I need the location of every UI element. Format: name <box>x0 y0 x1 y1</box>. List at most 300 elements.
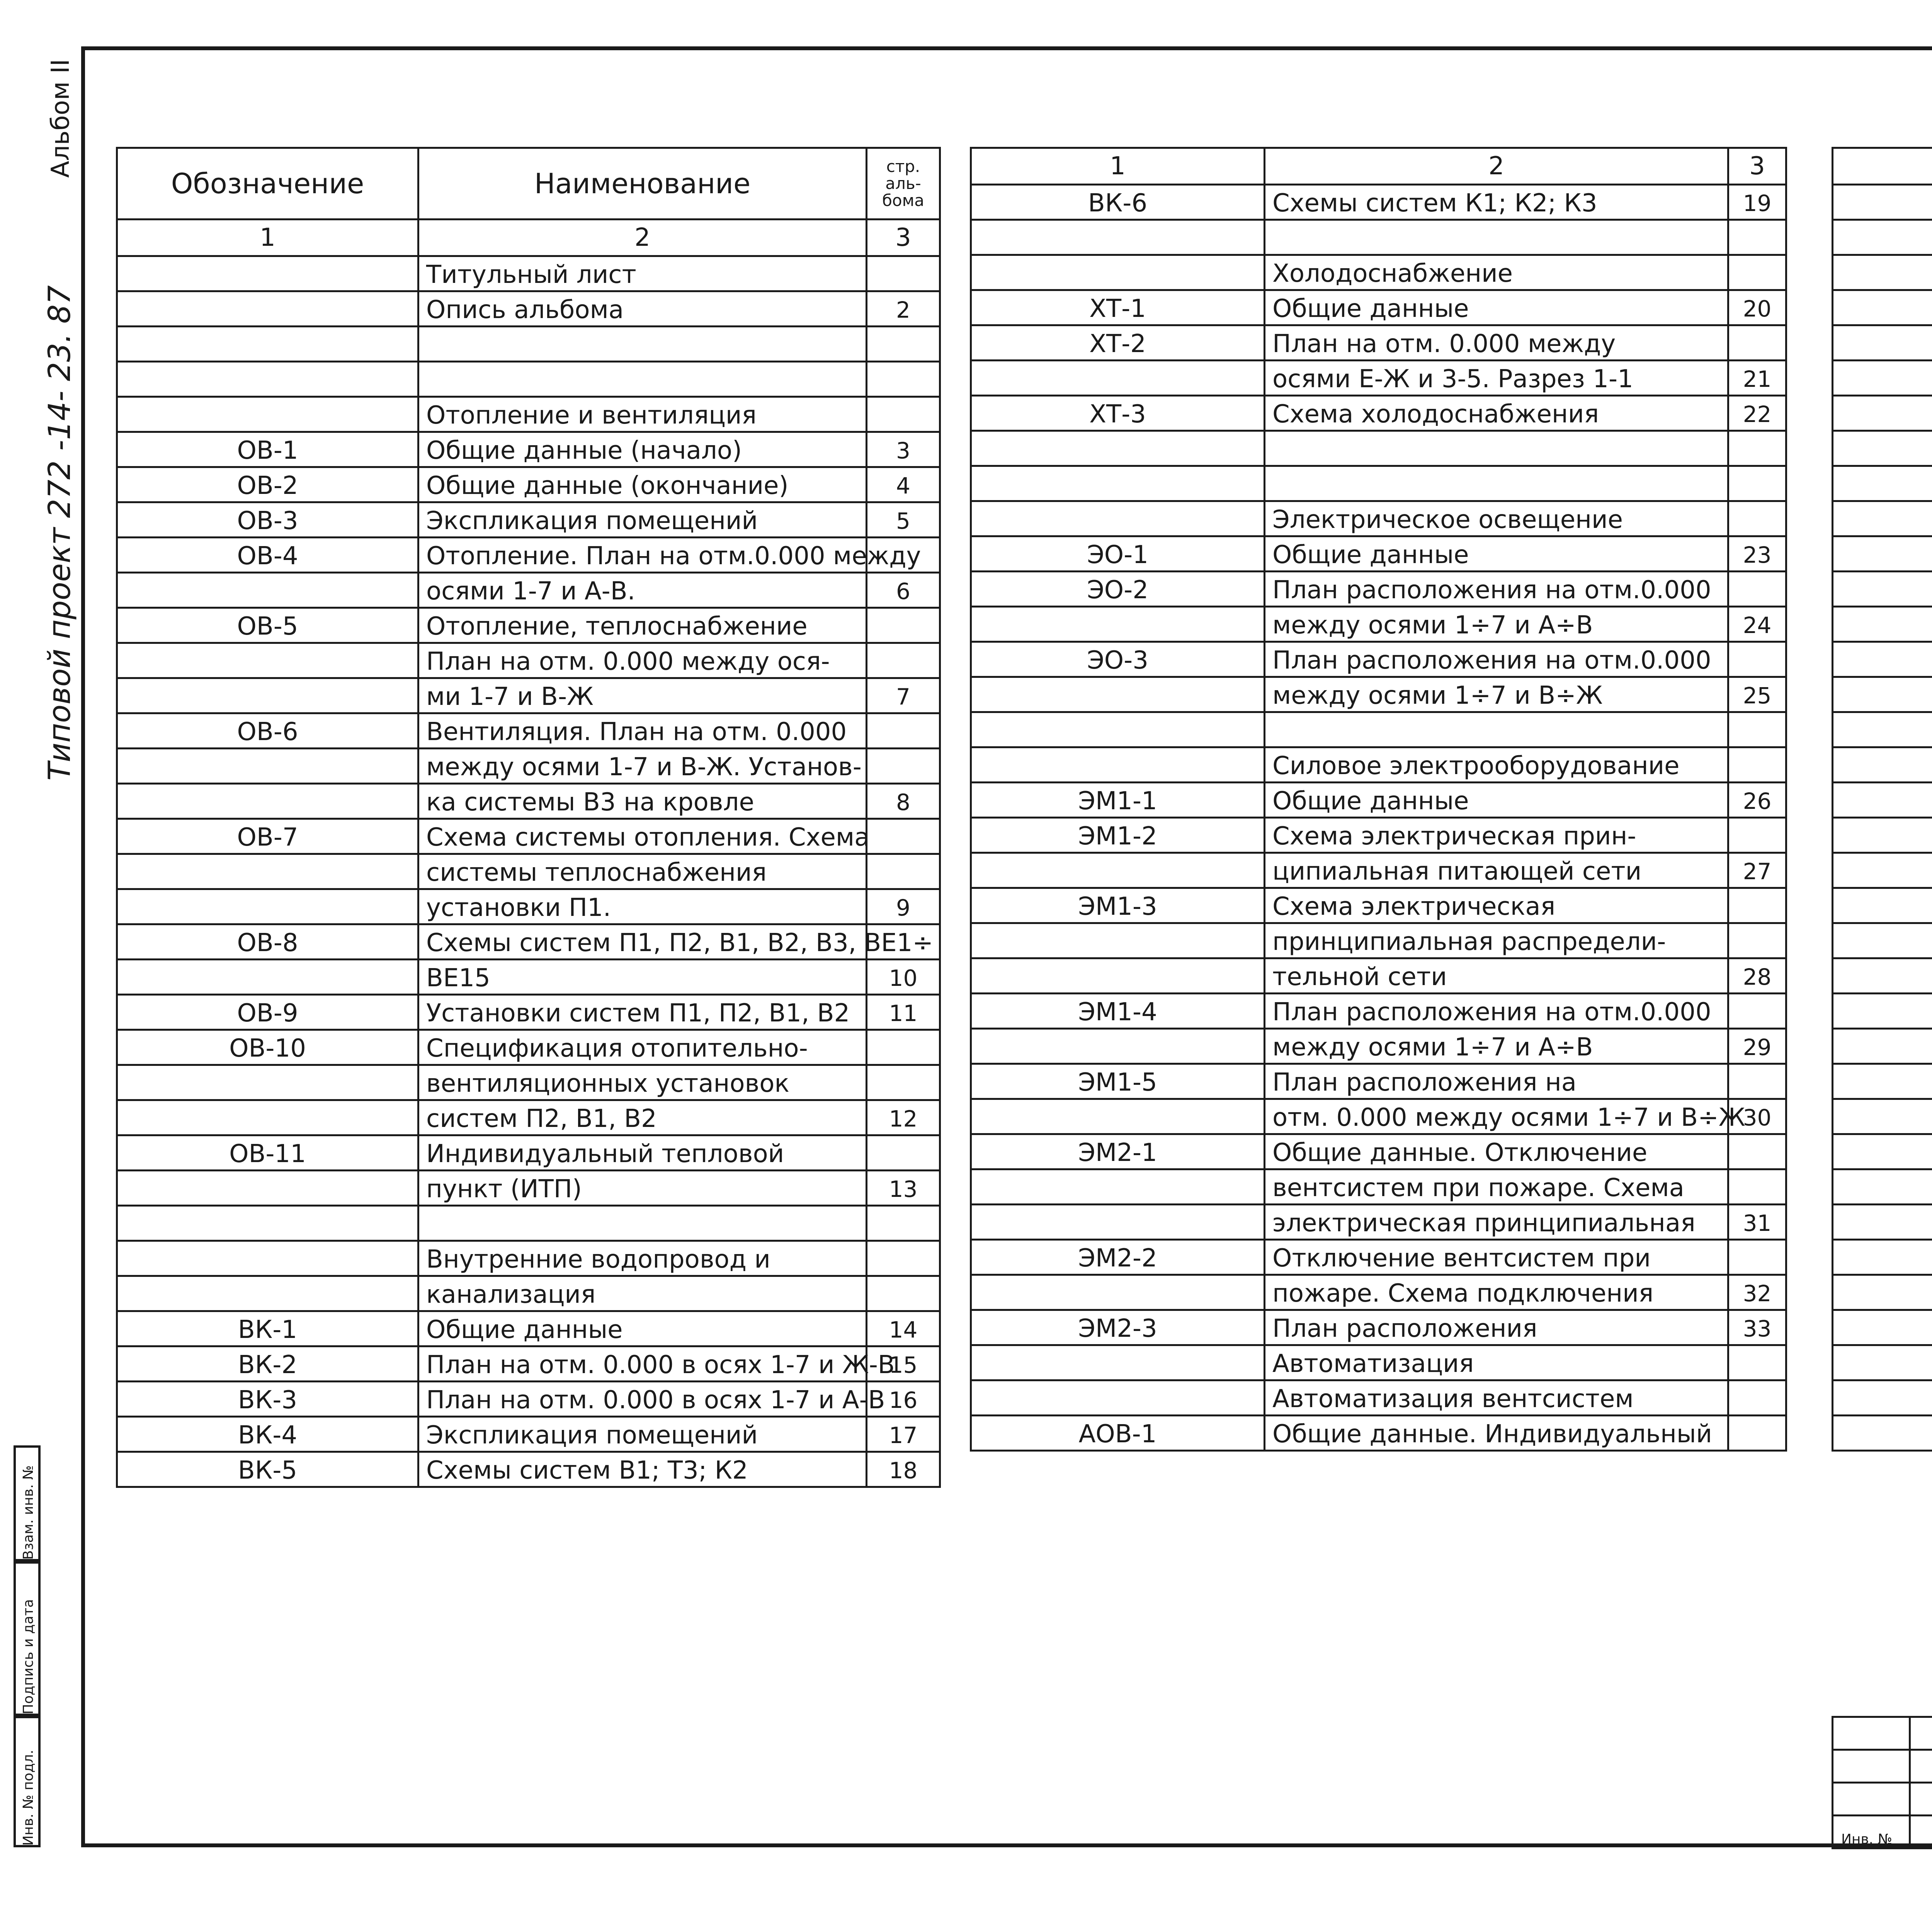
designation-cell <box>117 854 418 889</box>
table-row <box>1833 888 1932 923</box>
page-cell: 5 <box>867 502 940 538</box>
col-number: 2 <box>418 220 867 256</box>
designation-cell <box>1833 501 1932 536</box>
table-row <box>117 1206 940 1241</box>
designation-cell: ОВ-6 <box>117 713 418 749</box>
designation-cell <box>971 677 1265 712</box>
designation-cell <box>117 1065 418 1100</box>
col-number: 1 <box>971 148 1265 185</box>
table-row <box>1833 712 1932 747</box>
page-cell: 10 <box>867 960 940 995</box>
designation-cell <box>971 466 1265 501</box>
name-cell: вентиляционных установок <box>418 1065 867 1100</box>
designation-cell: ВК-1 <box>117 1311 418 1346</box>
name-cell <box>418 1206 867 1241</box>
designation-cell <box>1833 994 1932 1029</box>
designation-cell <box>971 431 1265 466</box>
header-designation: Обозначение <box>117 148 418 220</box>
page-cell: 4 <box>867 467 940 502</box>
table-row <box>1833 747 1932 783</box>
table-row <box>971 1099 1786 1134</box>
name-cell: Схема системы отопления. Схема <box>418 819 867 854</box>
designation-cell <box>1833 1064 1932 1099</box>
table-row <box>117 1311 940 1346</box>
table-row <box>1833 290 1932 325</box>
page-cell <box>1728 1134 1786 1169</box>
name-cell: План расположения на <box>1265 1064 1728 1099</box>
register-table-3 <box>1832 147 1932 1452</box>
designation-cell: ЭО-2 <box>971 572 1265 607</box>
table-row <box>1833 255 1932 290</box>
name-cell: Установки систем П1, П2, В1, В2 <box>418 995 867 1030</box>
designation-cell <box>117 1241 418 1276</box>
header-name: Наименование <box>418 148 867 220</box>
page-cell: 24 <box>1728 607 1786 642</box>
designation-cell <box>1833 572 1932 607</box>
page-cell: 14 <box>867 1311 940 1346</box>
designation-cell <box>117 1276 418 1311</box>
table-row <box>971 220 1786 255</box>
table-row <box>117 362 940 397</box>
designation-cell <box>1833 185 1932 220</box>
designation-cell <box>1833 818 1932 853</box>
page-cell: 8 <box>867 784 940 819</box>
name-cell: осями Е-Ж и 3-5. Разрез 1-1 <box>1265 361 1728 396</box>
page-cell <box>1728 1345 1786 1380</box>
page-cell <box>867 1241 940 1276</box>
table-row <box>1833 1275 1932 1310</box>
name-cell <box>1265 712 1728 747</box>
table-row <box>971 431 1786 466</box>
designation-cell <box>1833 1205 1932 1240</box>
table-row <box>971 185 1786 220</box>
designation-cell <box>1833 431 1932 466</box>
table-row <box>1833 1169 1932 1205</box>
designation-cell: ЭМ1-5 <box>971 1064 1265 1099</box>
page-cell <box>1728 220 1786 255</box>
page-cell: 30 <box>1728 1099 1786 1134</box>
table-row <box>1833 607 1932 642</box>
name-cell: принципиальная распредели- <box>1265 923 1728 958</box>
name-cell: Схемы систем К1; К2; К3 <box>1265 185 1728 220</box>
col-number: 1 <box>117 220 418 256</box>
name-cell: Внутренние водопровод и <box>418 1241 867 1276</box>
page-cell <box>867 1065 940 1100</box>
designation-cell <box>1833 677 1932 712</box>
page-cell <box>867 327 940 362</box>
page-cell <box>867 362 940 397</box>
header-page: стр. аль- бома <box>867 148 940 220</box>
table-row <box>971 853 1786 888</box>
designation-cell: ВК-5 <box>117 1452 418 1487</box>
designation-cell: ЭО-3 <box>971 642 1265 677</box>
name-cell: Опись альбома <box>418 291 867 327</box>
name-cell: Индивидуальный тепловой <box>418 1135 867 1171</box>
designation-cell: ОВ-1 <box>117 432 418 467</box>
name-cell: установки П1. <box>418 889 867 924</box>
table-row <box>117 854 940 889</box>
designation-cell <box>1833 290 1932 325</box>
page-cell <box>867 1276 940 1311</box>
page-cell: 13 <box>867 1171 940 1206</box>
table-row <box>971 361 1786 396</box>
page-cell <box>867 643 940 678</box>
table-row <box>971 1380 1786 1416</box>
page-cell <box>867 819 940 854</box>
designation-cell <box>1833 1310 1932 1345</box>
table-row <box>1833 853 1932 888</box>
album-label: Альбом II <box>46 59 75 178</box>
name-cell: между осями 1÷7 и А÷В <box>1265 1029 1728 1064</box>
designation-cell <box>971 747 1265 783</box>
name-cell: План на отм. 0.000 в осях 1-7 и Ж-В <box>418 1346 867 1382</box>
table-row <box>971 290 1786 325</box>
designation-cell: ОВ-2 <box>117 467 418 502</box>
name-cell: ка системы В3 на кровле <box>418 784 867 819</box>
table-row <box>1833 1064 1932 1099</box>
designation-cell <box>1833 325 1932 361</box>
title-block <box>1832 1716 1932 1849</box>
table-row <box>1833 396 1932 431</box>
page-cell <box>1728 255 1786 290</box>
name-cell: Общие данные (начало) <box>418 432 867 467</box>
page-cell: 27 <box>1728 853 1786 888</box>
page-cell: 2 <box>867 291 940 327</box>
name-cell: Вентиляция. План на отм. 0.000 <box>418 713 867 749</box>
name-cell: Автоматизация вентсистем <box>1265 1380 1728 1416</box>
designation-cell: ЭМ1-1 <box>971 783 1265 818</box>
page-cell <box>867 713 940 749</box>
table-row <box>117 749 940 784</box>
name-cell: ципиальная питающей сети <box>1265 853 1728 888</box>
designation-cell <box>1833 747 1932 783</box>
table-row <box>971 1064 1786 1099</box>
table-row <box>971 958 1786 994</box>
register-table-2 <box>970 147 1787 1452</box>
designation-cell <box>971 1029 1265 1064</box>
col-number: 3 <box>867 220 940 256</box>
page-cell <box>867 256 940 291</box>
designation-cell <box>1833 1240 1932 1275</box>
name-cell: Отопление и вентиляция <box>418 397 867 432</box>
name-cell: между осями 1÷7 и А÷В <box>1265 607 1728 642</box>
designation-cell <box>1833 1275 1932 1310</box>
designation-cell <box>971 607 1265 642</box>
table-row <box>971 818 1786 853</box>
table-row <box>117 467 940 502</box>
name-cell <box>418 362 867 397</box>
page-cell <box>1728 642 1786 677</box>
table-row <box>117 819 940 854</box>
table-row <box>1833 185 1932 220</box>
page-cell: 7 <box>867 678 940 713</box>
page-cell: 15 <box>867 1346 940 1382</box>
page-cell: 20 <box>1728 290 1786 325</box>
table-row <box>117 291 940 327</box>
designation-cell: ЭМ1-2 <box>971 818 1265 853</box>
designation-cell: ВК-2 <box>117 1346 418 1382</box>
table-row <box>1833 1134 1932 1169</box>
designation-cell <box>1833 1099 1932 1134</box>
table-row <box>971 1275 1786 1310</box>
page-cell: 16 <box>867 1382 940 1417</box>
table-row <box>971 1240 1786 1275</box>
page-cell <box>1728 1169 1786 1205</box>
page-cell <box>867 397 940 432</box>
table-row <box>1833 818 1932 853</box>
table-row <box>971 783 1786 818</box>
page-cell: 12 <box>867 1100 940 1135</box>
name-cell: систем П2, В1, В2 <box>418 1100 867 1135</box>
name-cell: Отключение вентсистем при <box>1265 1240 1728 1275</box>
page-cell: 22 <box>1728 396 1786 431</box>
designation-cell <box>1833 536 1932 572</box>
name-cell: Общие данные. Индивидуальный <box>1265 1416 1728 1451</box>
page-cell <box>1728 747 1786 783</box>
designation-cell <box>971 1169 1265 1205</box>
designation-cell: ОВ-4 <box>117 538 418 573</box>
table-row <box>1833 923 1932 958</box>
page-cell <box>867 1135 940 1171</box>
table-row <box>117 538 940 573</box>
column-number-row <box>117 220 940 256</box>
table-row <box>971 1134 1786 1169</box>
designation-cell <box>971 1099 1265 1134</box>
designation-cell <box>1833 853 1932 888</box>
designation-cell <box>1833 783 1932 818</box>
table-row <box>971 501 1786 536</box>
designation-cell <box>117 291 418 327</box>
table-row <box>971 888 1786 923</box>
table-row <box>117 1382 940 1417</box>
table-row <box>1833 1310 1932 1345</box>
page-cell <box>1728 501 1786 536</box>
page-cell: 3 <box>867 432 940 467</box>
page-cell: 21 <box>1728 361 1786 396</box>
table-row <box>117 784 940 819</box>
table-row <box>971 1345 1786 1380</box>
designation-cell: ХТ-1 <box>971 290 1265 325</box>
name-cell: Отопление, теплоснабжение <box>418 608 867 643</box>
name-cell: Общие данные (окончание) <box>418 467 867 502</box>
name-cell: Схемы систем В1; Т3; К2 <box>418 1452 867 1487</box>
table-row <box>1833 677 1932 712</box>
designation-cell <box>117 784 418 819</box>
table-row <box>1833 1205 1932 1240</box>
name-cell: План расположения на отм.0.000 <box>1265 572 1728 607</box>
designation-cell <box>971 1275 1265 1310</box>
designation-cell <box>971 361 1265 396</box>
table-row <box>1833 783 1932 818</box>
table-header-row <box>117 148 940 220</box>
table-row <box>117 995 940 1030</box>
page-cell <box>1728 1064 1786 1099</box>
stamp-sign-label: Подпись и дата <box>20 1599 36 1714</box>
name-cell: Схема электрическая <box>1265 888 1728 923</box>
name-cell: пункт (ИТП) <box>418 1171 867 1206</box>
table-row <box>117 327 940 362</box>
table-row <box>1833 1416 1932 1451</box>
name-cell: электрическая принципиальная <box>1265 1205 1728 1240</box>
table-row <box>971 1310 1786 1345</box>
table-row <box>971 1205 1786 1240</box>
designation-cell: ОВ-11 <box>117 1135 418 1171</box>
designation-cell: ЭМ2-2 <box>971 1240 1265 1275</box>
designation-cell: ОВ-8 <box>117 924 418 960</box>
designation-cell <box>1833 255 1932 290</box>
designation-cell: ЭО-1 <box>971 536 1265 572</box>
name-cell <box>1265 220 1728 255</box>
designation-cell: ОВ-10 <box>117 1030 418 1065</box>
page-cell <box>1728 712 1786 747</box>
table-row <box>1833 958 1932 994</box>
designation-cell <box>117 889 418 924</box>
stamp-replace-box <box>14 1445 41 1561</box>
table-row <box>971 642 1786 677</box>
name-cell: Силовое электрооборудование <box>1265 747 1728 783</box>
name-cell: План на отм. 0.000 в осях 1-7 и А-В <box>418 1382 867 1417</box>
page-cell: 28 <box>1728 958 1786 994</box>
page-cell <box>1728 1416 1786 1451</box>
designation-cell: ВК-3 <box>117 1382 418 1417</box>
page-cell <box>1728 431 1786 466</box>
table-row <box>117 678 940 713</box>
page-cell: 33 <box>1728 1310 1786 1345</box>
page-cell <box>867 854 940 889</box>
page-cell <box>1728 818 1786 853</box>
table-row <box>971 712 1786 747</box>
designation-cell <box>1833 220 1932 255</box>
name-cell: Автоматизация <box>1265 1345 1728 1380</box>
name-cell: Общие данные <box>1265 783 1728 818</box>
table-row <box>971 396 1786 431</box>
stamp-sign-box <box>14 1561 41 1716</box>
name-cell: системы теплоснабжения <box>418 854 867 889</box>
table-row <box>1833 1345 1932 1380</box>
name-cell: Схема электрическая прин- <box>1265 818 1728 853</box>
page-cell: 23 <box>1728 536 1786 572</box>
designation-cell: ХТ-2 <box>971 325 1265 361</box>
designation-cell <box>1833 1345 1932 1380</box>
designation-cell <box>117 749 418 784</box>
designation-cell <box>117 362 418 397</box>
page-cell: 25 <box>1728 677 1786 712</box>
name-cell: ВЕ15 <box>418 960 867 995</box>
designation-cell <box>1833 958 1932 994</box>
page-cell <box>1728 1380 1786 1416</box>
table-row <box>971 536 1786 572</box>
table-row <box>1833 1029 1932 1064</box>
name-cell <box>418 327 867 362</box>
project-label: Типовой проект 272 -14- 23. 87 <box>43 285 77 781</box>
table-row <box>117 1276 940 1311</box>
table-row <box>1833 1380 1932 1416</box>
designation-cell <box>1833 642 1932 677</box>
table-row <box>117 432 940 467</box>
table-row <box>971 466 1786 501</box>
table-row <box>1833 1099 1932 1134</box>
table-row <box>117 502 940 538</box>
name-cell: План расположения на отм.0.000 <box>1265 994 1728 1029</box>
table-row <box>1833 642 1932 677</box>
col-number: 2 <box>1265 148 1728 185</box>
name-cell: План на отм. 0.000 между ося- <box>418 643 867 678</box>
designation-cell <box>1833 1380 1932 1416</box>
name-cell: Общие данные <box>418 1311 867 1346</box>
table-row <box>971 994 1786 1029</box>
table-row <box>117 960 940 995</box>
name-cell: Холодоснабжение <box>1265 255 1728 290</box>
table-row <box>117 256 940 291</box>
name-cell: пожаре. Схема подключения <box>1265 1275 1728 1310</box>
name-cell <box>1265 431 1728 466</box>
table-row <box>117 924 940 960</box>
table-row <box>117 1171 940 1206</box>
name-cell: Титульный лист <box>418 256 867 291</box>
stamp-inv-box <box>14 1716 41 1847</box>
designation-cell <box>117 256 418 291</box>
page-cell: 29 <box>1728 1029 1786 1064</box>
name-cell: канализация <box>418 1276 867 1311</box>
table-row <box>117 1030 940 1065</box>
name-cell: Общие данные. Отключение <box>1265 1134 1728 1169</box>
designation-cell: ХТ-3 <box>971 396 1265 431</box>
col-number <box>1833 148 1932 185</box>
name-cell: Общие данные <box>1265 536 1728 572</box>
page-cell: 11 <box>867 995 940 1030</box>
table-row <box>1833 536 1932 572</box>
table-row <box>971 1029 1786 1064</box>
table-row <box>971 607 1786 642</box>
designation-cell <box>117 1100 418 1135</box>
designation-cell <box>117 397 418 432</box>
designation-cell <box>1833 361 1932 396</box>
designation-cell <box>117 960 418 995</box>
page-cell: 6 <box>867 573 940 608</box>
designation-cell: ОВ-3 <box>117 502 418 538</box>
table-row <box>971 1416 1786 1451</box>
designation-cell <box>971 1345 1265 1380</box>
designation-cell <box>1833 607 1932 642</box>
designation-cell: ВК-6 <box>971 185 1265 220</box>
page-cell: 18 <box>867 1452 940 1487</box>
designation-cell <box>117 678 418 713</box>
designation-cell <box>971 923 1265 958</box>
table-row <box>117 1241 940 1276</box>
name-cell: План расположения на отм.0.000 <box>1265 642 1728 677</box>
table-row <box>117 608 940 643</box>
name-cell: План на отм. 0.000 между <box>1265 325 1728 361</box>
table-row <box>971 1169 1786 1205</box>
page-cell: 32 <box>1728 1275 1786 1310</box>
stamp-replace-label: Взам. инв. № <box>20 1465 36 1560</box>
inv-label: Инв. № <box>1833 1816 1910 1848</box>
designation-cell: ОВ-7 <box>117 819 418 854</box>
name-cell: тельной сети <box>1265 958 1728 994</box>
page-cell <box>1728 888 1786 923</box>
designation-cell <box>971 1205 1265 1240</box>
page-cell: 9 <box>867 889 940 924</box>
designation-cell: ЭМ2-3 <box>971 1310 1265 1345</box>
stamp-inv-label: Инв. № подл. <box>20 1750 36 1846</box>
table-row <box>117 1346 940 1382</box>
name-cell: ми 1-7 и В-Ж <box>418 678 867 713</box>
page-cell <box>1728 325 1786 361</box>
name-cell: Отопление. План на отм.0.000 между <box>418 538 867 573</box>
designation-cell <box>1833 466 1932 501</box>
table-row <box>1833 220 1932 255</box>
designation-cell: ОВ-9 <box>117 995 418 1030</box>
